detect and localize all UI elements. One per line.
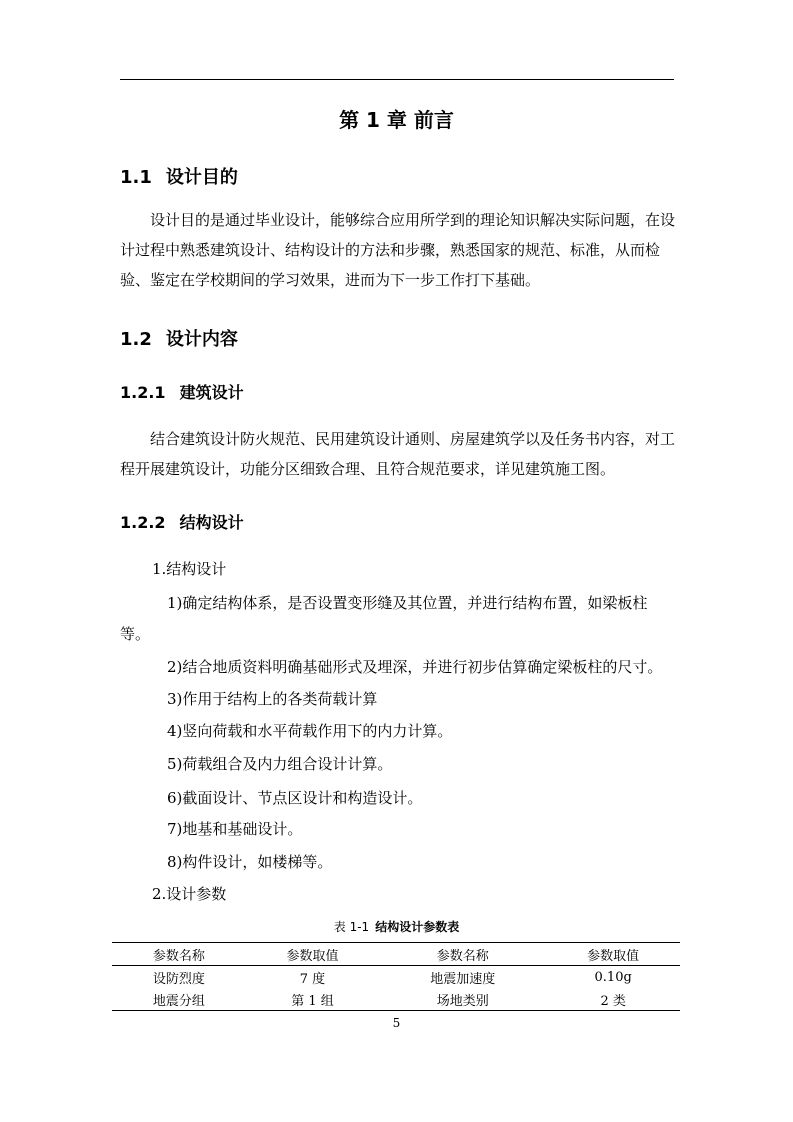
list-item-6: 6)截面设计、节点区设计和构造设计。 bbox=[167, 789, 423, 807]
subsection-number: 1.2.2 bbox=[120, 513, 166, 532]
section-number: 1.2 bbox=[120, 329, 152, 350]
table-cell: 设防烈度 bbox=[152, 971, 205, 987]
table-header-row bbox=[112, 943, 680, 966]
header-cell: 参数取值 bbox=[546, 943, 680, 966]
header-cell: 参数名称 bbox=[379, 943, 546, 966]
header-cell: 参数取值 bbox=[246, 943, 380, 966]
table-cell: 地震分组 bbox=[112, 988, 246, 1011]
paragraph-architectural-design bbox=[120, 424, 676, 484]
subsection-title: 建筑设计 bbox=[179, 383, 244, 402]
section-number: 1.1 bbox=[120, 167, 152, 188]
list-heading-design-parameters: 2.设计参数 bbox=[152, 885, 227, 903]
list-heading-structural-design: 1.结构设计 bbox=[152, 560, 227, 578]
section-heading-1-2 bbox=[120, 325, 238, 351]
table-cell: 场地类别 bbox=[379, 988, 546, 1011]
list-item-1-line-2: 等。 bbox=[120, 625, 151, 643]
table-cell: 地震加速度 bbox=[430, 971, 496, 987]
subsection-heading-1-2-1 bbox=[120, 380, 244, 403]
page-number: 5 bbox=[392, 1016, 401, 1030]
paragraph-design-purpose bbox=[120, 205, 676, 295]
header-cell: 参数名称 bbox=[112, 943, 246, 966]
chapter-title: 第 1 章 前言 bbox=[339, 108, 454, 132]
paragraph-text: 设计目的是通过毕业设计，能够综合应用所学到的理论知识解决实际问题，在设计过程中熟悉建筑设计、结构设计的方法和步骤，熟悉国家的规范、标准，从而检验、鉴定在学校期间的学习效果，进而为下一步工作打下基础。 bbox=[120, 211, 676, 289]
section-heading-1-1 bbox=[120, 163, 238, 189]
header-rule bbox=[120, 79, 674, 80]
table-cell: 2 类 bbox=[546, 988, 680, 1011]
list-item-8: 8)构件设计，如楼梯等。 bbox=[167, 853, 333, 871]
subsection-heading-1-2-2 bbox=[120, 510, 244, 533]
table-cell: 0.10g bbox=[594, 969, 632, 985]
table-cell: 第 1 组 bbox=[246, 988, 380, 1011]
list-item-3: 3)作用于结构上的各类荷载计算 bbox=[167, 690, 378, 708]
subsection-title: 结构设计 bbox=[179, 513, 244, 532]
table-caption-number: 表 1-1 bbox=[333, 920, 370, 934]
table-row bbox=[112, 966, 680, 989]
list-item-5: 5)荷载组合及内力组合设计计算。 bbox=[167, 755, 393, 773]
structural-parameters-table bbox=[112, 942, 680, 1011]
list-item-1-line-1: 1)确定结构体系，是否设置变形缝及其位置，并进行结构布置，如梁板柱 bbox=[167, 594, 648, 612]
table-cell: 7 度 bbox=[299, 971, 326, 987]
section-title: 设计目的 bbox=[165, 167, 238, 188]
table-caption-title: 结构设计参数表 bbox=[375, 920, 460, 934]
subsection-number: 1.2.1 bbox=[120, 383, 166, 402]
table-caption bbox=[0, 918, 793, 935]
section-title: 设计内容 bbox=[165, 329, 238, 350]
list-item-7: 7)地基和基础设计。 bbox=[167, 820, 303, 838]
list-item-2: 2)结合地质资料明确基础形式及埋深，并进行初步估算确定梁板柱的尺寸。 bbox=[167, 658, 663, 676]
list-item-4: 4)竖向荷载和水平荷载作用下的内力计算。 bbox=[167, 722, 453, 740]
table-row bbox=[112, 988, 680, 1011]
paragraph-text: 结合建筑设计防火规范、民用建筑设计通则、房屋建筑学以及任务书内容，对工程开展建筑设计，功能分区细致合理、且符合规范要求，详见建筑施工图。 bbox=[120, 430, 676, 478]
